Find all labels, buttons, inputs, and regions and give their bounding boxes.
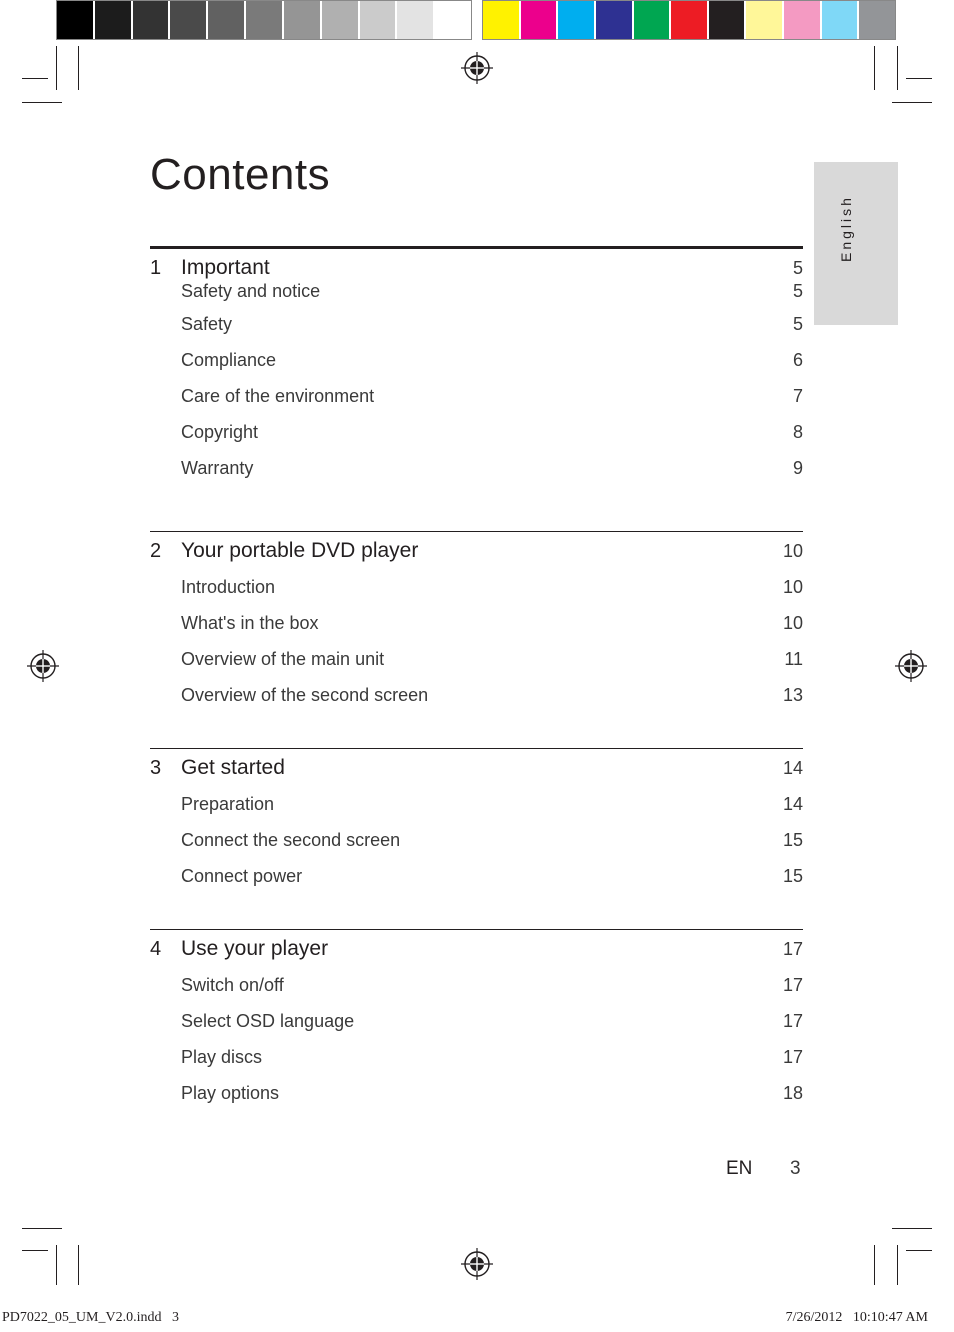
toc-item-page: 6 <box>792 350 803 370</box>
toc-item-page: 11 <box>784 649 803 669</box>
toc-item-label: Switch on/off <box>181 975 284 995</box>
toc-item-label: Preparation <box>181 794 275 814</box>
crop-mark <box>78 1245 79 1285</box>
toc-item-label: Safety <box>181 314 233 334</box>
toc-item-page: 14 <box>782 794 803 814</box>
toc-item-label: Connect power <box>181 866 303 886</box>
toc-item-row[interactable] <box>150 604 803 640</box>
chapter-page: 17 <box>782 939 803 959</box>
toc-item-label: Compliance <box>181 350 277 370</box>
color-swatch <box>170 1 208 39</box>
chapter-number: 2 <box>150 540 162 562</box>
toc-item-page: 8 <box>792 422 803 442</box>
crop-mark <box>22 1228 62 1229</box>
color-swatch <box>822 1 860 39</box>
toc-item-row[interactable] <box>150 377 803 413</box>
toc-section-4 <box>150 929 803 1110</box>
chapter-page: 10 <box>782 541 803 561</box>
registration-mark-icon <box>461 52 493 84</box>
color-swatch <box>397 1 435 39</box>
color-swatch <box>483 1 521 39</box>
chapter-title: Your portable DVD player <box>181 539 419 562</box>
language-tab <box>814 162 898 325</box>
color-swatch <box>322 1 360 39</box>
color-swatch <box>133 1 171 39</box>
toc-item-page: 17 <box>782 1011 803 1031</box>
color-swatch <box>208 1 246 39</box>
toc-item-page: 9 <box>792 458 803 478</box>
toc-item-page: 5 <box>792 314 803 334</box>
toc-item-page: 17 <box>782 975 803 995</box>
toc-chapter-row[interactable] <box>150 249 803 281</box>
toc-item-row[interactable] <box>150 1074 803 1110</box>
color-swatch <box>671 1 709 39</box>
chapter-title: Important <box>181 256 270 279</box>
toc-section-1 <box>150 246 803 485</box>
toc-chapter-row[interactable] <box>150 749 803 785</box>
toc-item-label: What's in the box <box>181 613 319 633</box>
toc-item-label: Connect the second screen <box>181 830 401 850</box>
crop-mark <box>874 1245 875 1285</box>
crop-mark <box>906 78 932 79</box>
color-swatch <box>558 1 596 39</box>
toc-item-label: Introduction <box>181 577 276 597</box>
color-swatch <box>746 1 784 39</box>
crop-mark <box>22 102 62 103</box>
toc-item-label: Safety and notice <box>181 281 321 301</box>
toc-item-page: 18 <box>782 1083 803 1103</box>
toc-item-page: 7 <box>792 386 803 406</box>
crop-mark <box>897 46 898 90</box>
toc-item-page: 5 <box>792 281 803 301</box>
toc-item-label: Play discs <box>181 1047 263 1067</box>
toc-item-label: Overview of the second screen <box>181 685 429 705</box>
chapter-number: 3 <box>150 757 162 779</box>
toc-item-row[interactable] <box>150 1038 803 1074</box>
toc-item-row[interactable] <box>150 640 803 676</box>
crop-mark <box>56 46 57 90</box>
chapter-number: 4 <box>150 938 162 960</box>
toc-item-row[interactable] <box>150 966 803 1002</box>
toc-item-page: 10 <box>782 613 803 633</box>
toc-item-row[interactable] <box>150 785 803 821</box>
registration-mark-icon <box>27 650 59 682</box>
slug-filename: PD7022_05_UM_V2.0.indd 3 <box>2 1310 179 1325</box>
registration-mark-icon <box>461 1248 493 1280</box>
slug-timestamp: 7/26/2012 10:10:47 AM <box>785 1310 928 1325</box>
toc-item-label: Care of the environment <box>181 386 375 406</box>
toc-item-label: Warranty <box>181 458 254 478</box>
footer-page-number: 3 <box>790 1158 801 1179</box>
process-color-bar <box>482 0 896 40</box>
toc-item-row[interactable] <box>150 341 803 377</box>
crop-mark <box>78 46 79 90</box>
color-swatch <box>57 1 95 39</box>
crop-mark <box>897 1245 898 1285</box>
crop-mark <box>906 1250 932 1251</box>
chapter-title: Use your player <box>181 937 329 960</box>
crop-mark <box>892 102 932 103</box>
color-swatch <box>521 1 559 39</box>
chapter-number: 1 <box>150 257 162 279</box>
toc-item-row[interactable] <box>150 821 803 857</box>
toc-chapter-row[interactable] <box>150 930 803 966</box>
toc-item-row[interactable] <box>150 305 803 341</box>
toc-item-page: 17 <box>782 1047 803 1067</box>
toc-item-label: Copyright <box>181 422 259 442</box>
toc-section-3 <box>150 748 803 893</box>
grayscale-color-bar <box>56 0 472 40</box>
color-swatch <box>634 1 672 39</box>
color-swatch <box>435 1 471 39</box>
toc-item-row[interactable] <box>150 449 803 485</box>
crop-mark <box>56 1245 57 1285</box>
language-tab-label: English <box>838 195 854 262</box>
toc-chapter-row[interactable] <box>150 532 803 568</box>
color-swatch <box>859 1 895 39</box>
color-swatch <box>784 1 822 39</box>
toc-item-label: Overview of the main unit <box>181 649 385 669</box>
color-swatch <box>284 1 322 39</box>
crop-mark <box>874 46 875 90</box>
color-swatch <box>709 1 747 39</box>
color-swatch <box>246 1 284 39</box>
crop-mark <box>22 78 48 79</box>
toc-section-2 <box>150 531 803 712</box>
crop-mark <box>22 1250 48 1251</box>
toc-item-row[interactable] <box>150 281 803 305</box>
toc-item-row[interactable] <box>150 568 803 604</box>
toc-item-row[interactable] <box>150 676 803 712</box>
color-swatch <box>360 1 398 39</box>
chapter-page: 5 <box>792 258 803 278</box>
toc-item-label: Select OSD language <box>181 1011 355 1031</box>
color-swatch <box>596 1 634 39</box>
toc-item-row[interactable] <box>150 857 803 893</box>
crop-mark <box>892 1228 932 1229</box>
toc-item-row[interactable] <box>150 1002 803 1038</box>
page-title: Contents <box>150 150 331 199</box>
toc-item-page: 13 <box>782 685 803 705</box>
toc-item-page: 15 <box>782 830 803 850</box>
chapter-page: 14 <box>782 758 803 778</box>
registration-mark-icon <box>895 650 927 682</box>
toc-item-row[interactable] <box>150 413 803 449</box>
toc-item-label: Play options <box>181 1083 280 1103</box>
color-swatch <box>95 1 133 39</box>
toc-item-page: 15 <box>782 866 803 886</box>
toc-item-page: 10 <box>782 577 803 597</box>
chapter-title: Get started <box>181 756 285 779</box>
footer-language: EN <box>726 1158 753 1179</box>
